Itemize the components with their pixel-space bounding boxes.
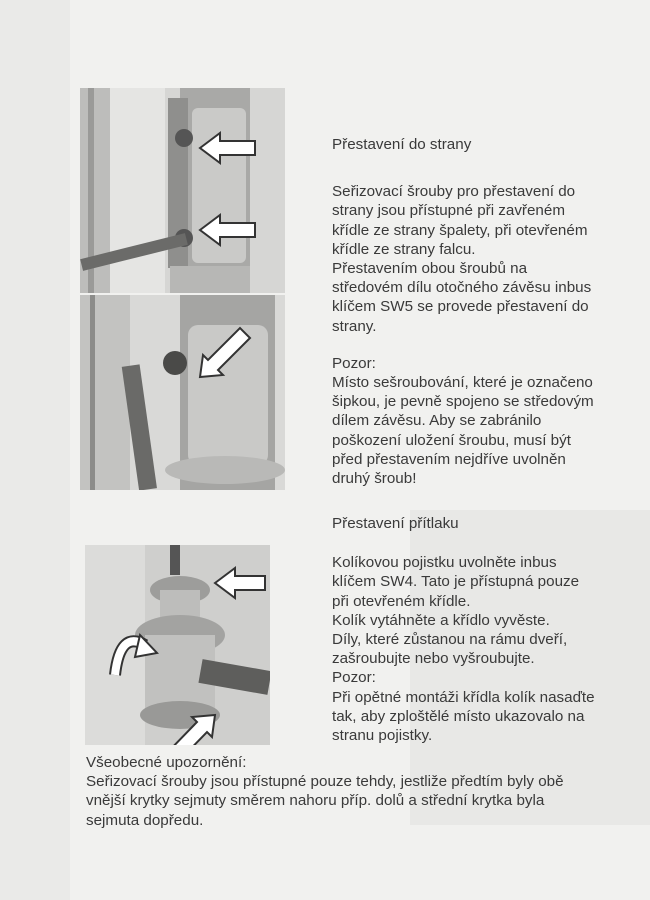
text-line: křídle ze strany špalety, při otevřeném	[332, 221, 588, 239]
text-line: Místo sešroubování, které je označeno	[332, 374, 593, 392]
background-artifact	[0, 0, 70, 900]
text-line: Kolík vytáhněte a křídlo vyvěste.	[332, 611, 550, 629]
text-line: stranu pojistky.	[332, 727, 433, 745]
text-line: vnější krytky sejmuty směrem nahoru příp. dolů a střední krytka byla	[86, 792, 545, 810]
text-line: šipkou, je pevně spojeno se středovým	[332, 393, 594, 411]
text-line: sejmuta dopředu.	[86, 811, 204, 829]
photo-hinge-pin-lock	[85, 545, 270, 745]
general-heading: Všeobecné upozornění:	[86, 754, 247, 771]
text-line: Pozor:	[332, 669, 376, 687]
note-label: Pozor:	[332, 354, 376, 372]
text-line: křídle ze strany falcu.	[332, 240, 476, 258]
text-line: druhý šroub!	[332, 470, 417, 488]
section-side-adjustment	[332, 135, 632, 488]
text-line: Při opětné montáži křídla kolík nasaďte	[332, 688, 595, 706]
photo-hinge-side-adjustment	[80, 88, 285, 293]
section-pressure-adjustment	[332, 514, 632, 745]
text-line: středovém dílu otočného závěsu inbus	[332, 279, 592, 297]
text-line: Seřizovací šrouby pro přestavení do	[332, 183, 576, 201]
text-line: tak, aby zploštělé místo ukazovalo na	[332, 707, 585, 725]
text-line: strany jsou přístupné při zavřeném	[332, 202, 565, 220]
text-line: poškození uložení šroubu, musí být	[332, 431, 571, 449]
text-line: zašroubujte nebo vyšroubujte.	[332, 650, 535, 668]
text-line: klíčem SW5 se provede přestavení do	[332, 298, 589, 316]
text-line: Přestavením obou šroubů na	[332, 260, 528, 278]
text-line: Díly, které zůstanou na rámu dveří,	[332, 631, 568, 649]
section-heading: Přestavení přítlaku	[332, 515, 459, 532]
text-line: při otevřeném křídle.	[332, 592, 471, 610]
text-line: strany.	[332, 317, 377, 335]
section-heading: Přestavení do strany	[332, 136, 472, 153]
text-line: před přestavením nejdříve uvolněn	[332, 450, 566, 468]
general-notice	[86, 753, 631, 830]
text-line: Seřizovací šrouby jsou přístupné pouze tehdy, jestliže předtím byly obě	[86, 773, 564, 791]
text-line: klíčem SW4. Tato je přístupná pouze	[332, 573, 580, 591]
text-line: Kolíkovou pojistku uvolněte inbus	[332, 554, 557, 572]
photo-hinge-marked-screw	[80, 295, 285, 490]
text-line: dílem závěsu. Aby se zabránilo	[332, 412, 542, 430]
